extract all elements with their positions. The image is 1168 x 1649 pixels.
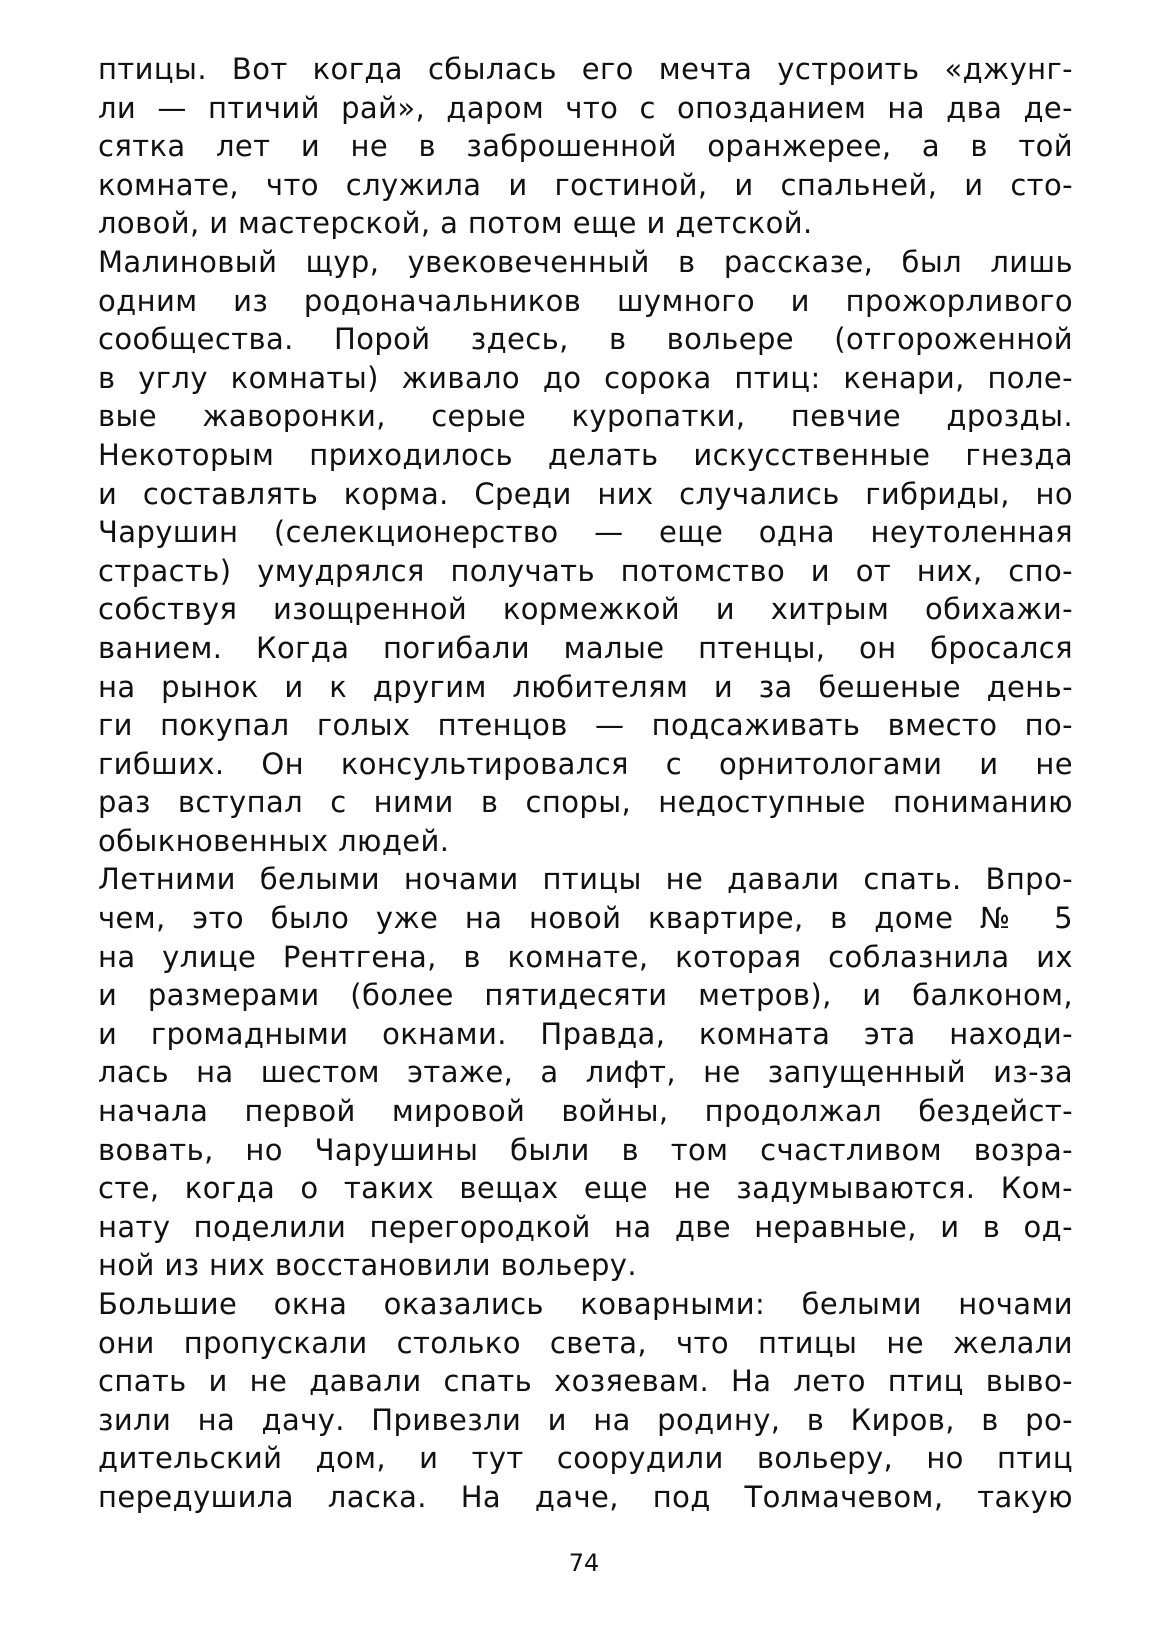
text-line: сте, когда о таких вещах еще не задумываются. Ком- (98, 1171, 1073, 1206)
text-line: вые жаворонки, серые куропатки, певчие дрозды. (98, 399, 1073, 434)
paragraph (98, 860, 1073, 1285)
text-line: одним из родоначальников шумного и прожорливого (98, 283, 1073, 318)
paragraph (98, 1285, 1073, 1517)
text-line: гибших. Он консультировался с орнитологами и не (98, 746, 1073, 781)
text-line: страсть) умудрялся получать потомство и от них, спо- (98, 553, 1073, 588)
text-line: ной из них восстановили вольеру. (98, 1248, 637, 1283)
text-line: Малиновый щур, увековеченный в рассказе, был лишь (98, 244, 1073, 279)
text-line: Чарушин (селекционерство — еще одна неутоленная (98, 515, 1073, 550)
paragraph (98, 50, 1073, 243)
text-line: ли — птичий рай», даром что с опозданием на два де- (98, 90, 1073, 125)
text-line: Некоторым приходилось делать искусственные гнезда (98, 437, 1073, 472)
text-line: дительский дом, и тут соорудили вольеру, но птиц (98, 1441, 1073, 1476)
text-line: спать и не давали спать хозяевам. На лето птиц выво- (98, 1364, 1073, 1399)
text-line: собствуя изощренной кормежкой и хитрым обихажи- (98, 592, 1073, 627)
text-line: ловой, и мастерской, а потом еще и детской. (98, 206, 813, 241)
text-line: ги покупал голых птенцов — подсаживать вместо по- (98, 708, 1073, 743)
text-line: вовать, но Чарушины были в том счастливом возра- (98, 1132, 1073, 1167)
text-line: и громадными окнами. Правда, комната эта находи- (98, 1016, 1073, 1051)
text-line: Летними белыми ночами птицы не давали спать. Впро- (98, 862, 1073, 897)
text-line: они пропускали столько света, что птицы не желали (98, 1325, 1073, 1360)
text-line: Большие окна оказались коварными: белыми ночами (98, 1287, 1073, 1321)
text-line: лась на шестом этаже, а лифт, не запущенный из-за (98, 1055, 1073, 1090)
text-line: в углу комнаты) живало до сорока птиц: кенари, поле- (98, 360, 1073, 395)
text-line: сообщества. Порой здесь, в вольере (отгороженной (98, 322, 1073, 357)
text-line: птицы. Вот когда сбылась его мечта устроить «джунг- (98, 52, 1073, 86)
text-line: нату поделили перегородкой на две неравные, и в од- (98, 1209, 1073, 1244)
paragraph (98, 243, 1073, 861)
text-line: обыкновенных людей. (98, 823, 450, 858)
text-line: зили на дачу. Привезли и на родину, в Киров, в ро- (98, 1402, 1073, 1437)
page-number: 74 (568, 1549, 600, 1577)
text-line: на рынок и к другим любителям и за бешеные день- (98, 669, 1073, 704)
text-line: передушила ласка. На даче, под Толмачевом, такую (98, 1479, 1073, 1514)
text-line: и составлять корма. Среди них случались гибриды, но (98, 476, 1073, 511)
text-line: начала первой мировой войны, продолжал бездейст- (98, 1094, 1073, 1129)
text-line: раз вступал с ними в споры, недоступные пониманию (98, 785, 1073, 820)
text-line: и размерами (более пятидесяти метров), и балконом, (98, 978, 1073, 1013)
text-line: чем, это было уже на новой квартире, в доме № 5 (98, 901, 1073, 936)
text-line: ванием. Когда погибали малые птенцы, он бросался (98, 630, 1073, 665)
text-line: сятка лет и не в заброшенной оранжерее, а в той (98, 129, 1073, 164)
text-line: комнате, что служила и гостиной, и спальней, и сто- (98, 167, 1073, 202)
text-line: на улице Рентгена, в комнате, которая соблазнила их (98, 939, 1073, 974)
page-text (98, 50, 1073, 1517)
